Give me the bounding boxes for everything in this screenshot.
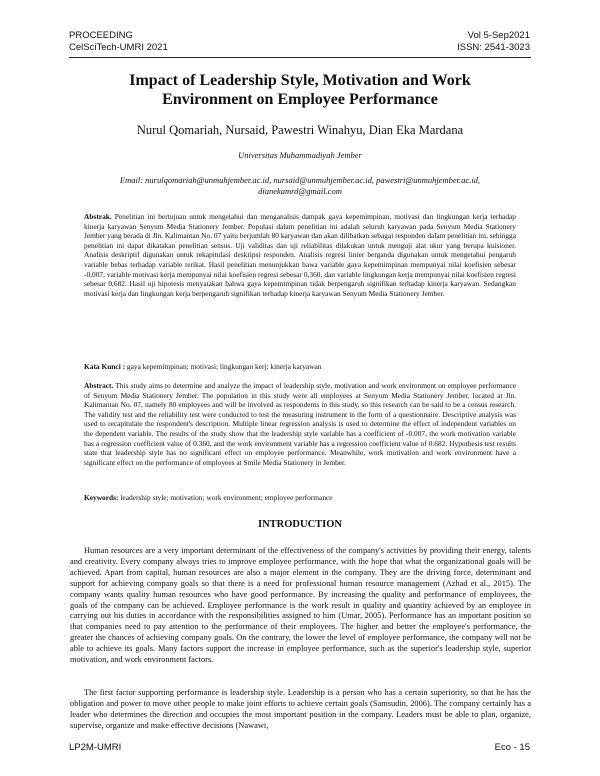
header-rule xyxy=(69,57,531,58)
abstract-en-text: This study aims to determine and analyze the impact of leadership style, motivation and work environment on employee performance of Senyum Media Stationery Jember. The population in this study were all employees at Senyum Media Stationery Jember, located at Jln. Kalimantan No. 07, namely 80 employees and will be involved as respondents in this study, so this research can be said to be a census research. The validity test and the reliability test were conducted to test the measuring instrument in the form of a questionnaire. Descriptive analysis was used to recapitulate the respondent's description. Multiple linear regression analysis is used to determine the effect of independent variables on the dependent variable. The results of the study show that the leadership style variable has a coefficient of -0.007, the work motivation variable has a regression coefficient value of 0.360, and the work environment variable has a regression coefficient value of 0.682. Hypothesis test results state that leadership style has no significant effect on employee performance. Meanwhile, work motivation and work environment have a significant effect on the performance of employees at Smile Media Stationery in Jember. xyxy=(84,381,517,467)
keywords-en-label: Keywords: xyxy=(84,493,119,502)
paper-title xyxy=(70,71,530,109)
section-heading-introduction: INTRODUCTION xyxy=(257,519,342,530)
keywords-indonesian xyxy=(84,362,516,372)
abstract-id-text: Penelitian ini bertujuan untuk mengetahui dan menganalisis dampak gaya kepemimpinan, motivasi dan lingkungan kerja terhadap kinerja karyawan Senyum Media Stationery Jember. Populasi dalam penelitian ini adalah seluruh karyawan pada Senyum Media Stationery Jember yang berada di Jln. Kalimantan No. 07 yaitu berjumlah 80 karyawan dan akan dilibatkan sebagai responden dalam penelitian ini, sehingga penelitian ini dapat dikatakan penelitian sensus. Uji validitas dan uji reliabilitas dilakukan untuk menguji alat ukur yang berupa kuisioner. Analisis deskriptif digunakan untuk rekapitulasi deskripsi responden. Analisis regresi linier berganda digunakan untuk mengetahui pengaruh variable bebas terhadap variable terikat. Hasil penelitian menunjukkan bawa variable gaya kepemimpinan mempunyai nilai koefisien sebesar -0,007, variable motivasi kerja mempunyai nilai koefisien regresi sebesar 0,360, dan variable lingkungan kerja mempunyai nilai koefisien regresi sebesar 0,682. Hasil uji hipotesis menyatakan bahwa gaya kepemimpinan tidak berpengaruh signifikan terhadap kinerja karyawan. Sedangkan motivasi kerja dan lingkungan kerja berpengaruh signifikan terhadap kinerja karyawan Senyum Media Stationery Jember. xyxy=(84,212,517,298)
abstract-indonesian xyxy=(84,212,516,298)
proceeding-label: PROCEEDING xyxy=(69,30,133,41)
abstract-id-label: Abstrak. xyxy=(84,212,112,221)
author-list: Nurul Qomariah, Nursaid, Pawestri Winahyu, Dian Eka Mardana xyxy=(136,123,464,137)
issn-label: ISSN: 2541-3023 xyxy=(457,42,530,53)
title-line-2: Environment on Employee Performance xyxy=(162,91,438,108)
keywords-id-label: Kata Kunci : xyxy=(84,362,126,371)
author-emails xyxy=(80,175,520,197)
page-number: Eco - 15 xyxy=(494,742,530,753)
conference-name: CelSciTech-UMRI 2021 xyxy=(69,42,168,53)
footer-left: LP2M-UMRI xyxy=(69,742,122,753)
volume-label: Vol 5-Sep2021 xyxy=(467,30,530,41)
abstract-english xyxy=(84,381,516,467)
running-header-left xyxy=(69,30,168,54)
keywords-en-text: leadership style; motivation; work environment; employee performance xyxy=(120,493,333,502)
email-line-2: dianekamrd@gmail.com xyxy=(258,186,342,196)
abstract-en-label: Abstract. xyxy=(84,381,114,390)
title-line-1: Impact of Leadership Style, Motivation and Work xyxy=(129,72,471,89)
affiliation: Universitas Muhammadiyah Jember xyxy=(238,150,362,160)
keywords-id-text: gaya kepemimpinan; motivasi; lingkungan kerj; kinerja karyawan xyxy=(126,362,322,371)
running-header-right xyxy=(457,30,530,54)
intro-paragraph-2: The first factor supporting performance is leadership style. Leadership is a person who has a certain superiority, so that he has the obligation and power to move other people to make joint efforts to achieve certain goals (Samsudin, 2006). The company certainly has a leader who determines the direction and occupies the most important position in the company. Leaders must be able to plan, organize, supervise, organize and make effective decisions (Nawawi, xyxy=(70,688,531,730)
keywords-english xyxy=(84,493,516,503)
intro-paragraph-1: Human resources are a very important determinant of the effectiveness of the company's activities by providing their energy, talents and creativity. Every company always tries to improve employee performance, with the hope that what the organizational goals will be achieved. Apart from capital, human resources are also a major element in the company. They are the driving force, determinant and support for achieving company goals so that there is a need for professional human resource management (Azhad et al., 2015). The company wants quality human resources who have good performance. By increasing the quality and performance of employees, the goals of the company can be achieved. Employee performance is the work result in quality and quantity achieved by an employee in carrying out his duties in accordance with the responsibilities assigned to him (Umar, 2005). Performance has an important position so that companies need to pay attention to the performance of their employees. The higher and better the employee's performance, the greater the chances of achieving company goals. On the contrary, the lower the level of employee performance, the company will not be able to achieve its goals. Many factors support the increase in employee performance, such as the superior's leadership style, superior motivation, and work environment factors. xyxy=(70,546,531,665)
email-line-1: Email: nurulqomariah@unmuhjember.ac.id, nursaid@unmuhjember.ac.id, pawestri@unmuhjember.ac.id, xyxy=(119,175,481,185)
